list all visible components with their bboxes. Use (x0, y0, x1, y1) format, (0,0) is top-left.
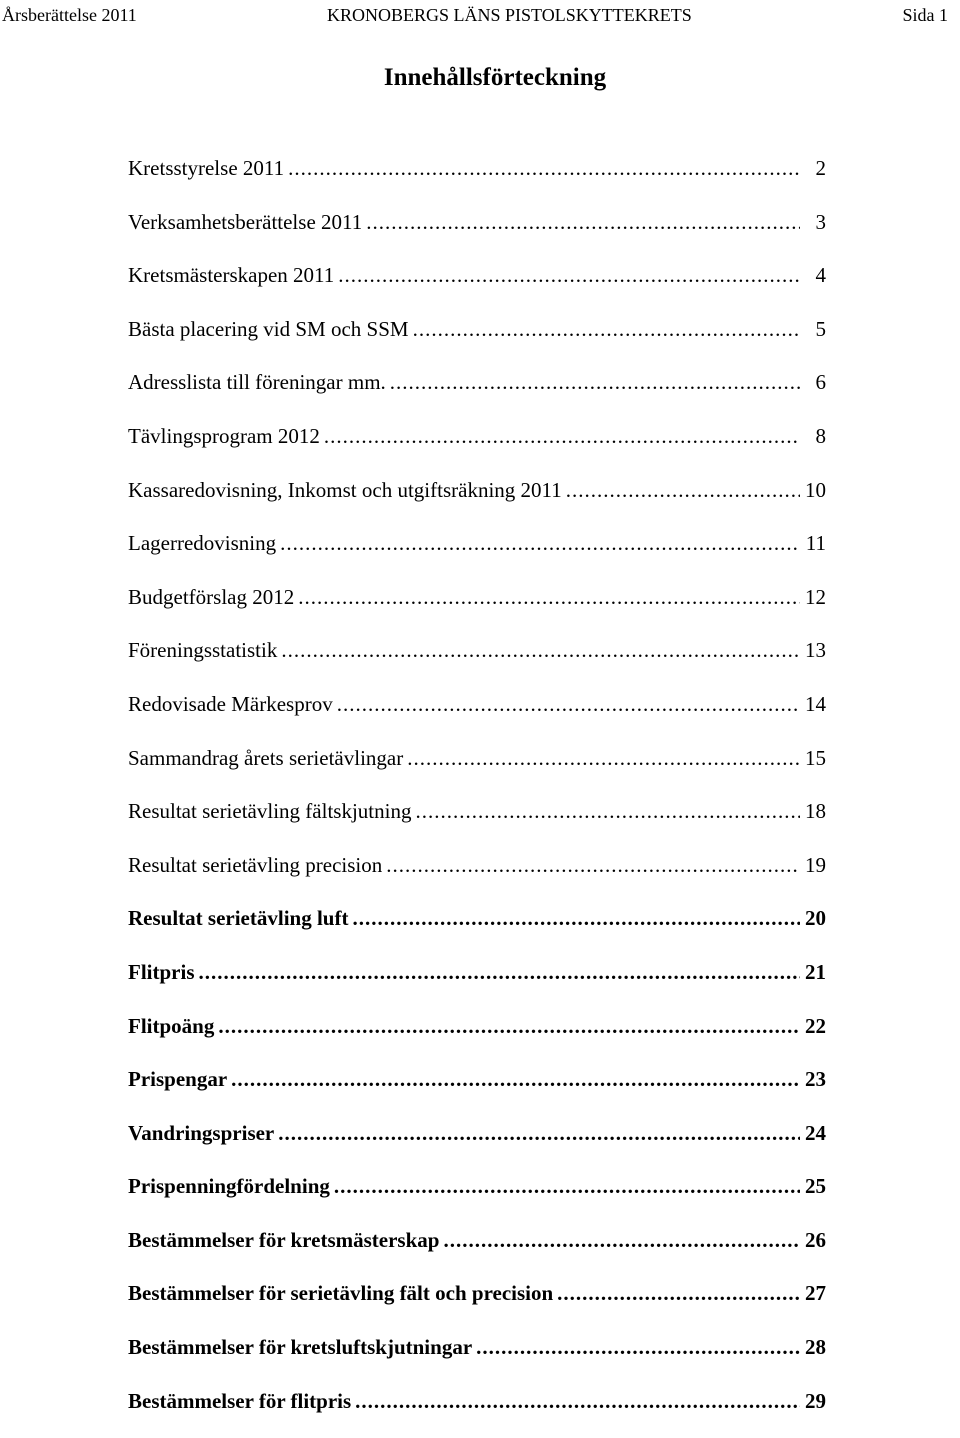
toc-entry[interactable] (128, 474, 826, 528)
header-page-number: Sida 1 (902, 5, 948, 25)
dot-leader (280, 527, 800, 559)
toc-entry-page-number: 2 (815, 156, 826, 180)
toc-entry-title: Resultat serietävling luft (128, 906, 349, 931)
toc-entry[interactable] (128, 420, 826, 474)
toc-entry[interactable] (128, 366, 826, 420)
toc-entry-title: Flitpoäng (128, 1013, 215, 1038)
dot-leader (352, 902, 800, 934)
dot-leader (324, 420, 800, 452)
header-document-name: Årsberättelse 2011 (2, 5, 137, 25)
toc-entry-page-number: 8 (815, 423, 826, 448)
toc-entry-title: Kretsstyrelse 2011 (128, 156, 285, 180)
toc-entry[interactable] (128, 795, 826, 849)
toc-entry-title: Bästa placering vid SM och SSM (128, 316, 409, 341)
table-of-contents (128, 152, 826, 1438)
toc-entry[interactable] (128, 849, 826, 903)
dot-leader (337, 688, 800, 720)
toc-entry-page-number: 21 (805, 959, 826, 984)
toc-entry[interactable] (128, 1010, 826, 1064)
toc-entry-title: Tävlingsprogram 2012 (128, 423, 320, 448)
toc-entry-page-number: 25 (805, 1174, 826, 1199)
toc-entry-page-number: 29 (805, 1388, 826, 1413)
toc-entry[interactable] (128, 688, 826, 742)
toc-entry-page-number: 24 (805, 1120, 826, 1145)
toc-entry-page-number: 4 (815, 263, 826, 288)
dot-leader (288, 152, 800, 184)
dot-leader (231, 1063, 800, 1095)
dot-leader (386, 849, 800, 881)
toc-entry-page-number: 20 (805, 906, 826, 931)
toc-entry-page-number: 14 (805, 691, 826, 716)
header-organization: KRONOBERGS LÄNS PISTOLSKYTTEKRETS (327, 5, 692, 25)
toc-entry-title: Prispenningfördelning (128, 1174, 330, 1199)
toc-entry[interactable] (128, 1224, 826, 1278)
toc-entry[interactable] (128, 1117, 826, 1171)
dot-leader (278, 1117, 800, 1149)
toc-entry-title: Kassaredovisning, Inkomst och utgiftsräkning 2011 (128, 477, 562, 502)
dot-leader (566, 474, 800, 506)
toc-entry-title: Kretsmästerskapen 2011 (128, 263, 335, 288)
toc-entry-page-number: 19 (805, 852, 826, 877)
dot-leader (218, 1010, 800, 1042)
toc-entry[interactable] (128, 956, 826, 1010)
dot-leader (415, 795, 800, 827)
toc-entry[interactable] (128, 1331, 826, 1385)
toc-entry[interactable] (128, 1385, 826, 1438)
toc-entry-page-number: 27 (805, 1281, 826, 1306)
toc-entry-page-number: 28 (805, 1335, 826, 1360)
toc-entry[interactable] (128, 581, 826, 635)
dot-leader (298, 581, 800, 613)
toc-entry[interactable] (128, 259, 826, 313)
dot-leader (334, 1170, 800, 1202)
toc-entry-title: Föreningsstatistik (128, 638, 278, 663)
toc-entry[interactable] (128, 1277, 826, 1331)
toc-entry[interactable] (128, 527, 826, 581)
dot-leader (366, 206, 800, 238)
toc-entry-title: Flitpris (128, 959, 195, 984)
toc-entry-title: Verksamhetsberättelse 2011 (128, 209, 363, 234)
toc-entry-title: Sammandrag årets serietävlingar (128, 745, 404, 770)
toc-entry[interactable] (128, 313, 826, 367)
page-header (0, 2, 960, 28)
toc-entry-page-number: 10 (805, 477, 826, 502)
toc-entry-title: Budgetförslag 2012 (128, 584, 295, 609)
toc-entry-title: Resultat serietävling fältskjutning (128, 799, 412, 824)
toc-entry-title: Vandringspriser (128, 1120, 275, 1145)
toc-entry[interactable] (128, 1170, 826, 1224)
toc-entry-page-number: 23 (805, 1067, 826, 1092)
page-title: Innehållsförteckning (383, 64, 607, 91)
toc-entry[interactable] (128, 206, 826, 260)
toc-entry-title: Bestämmelser för flitpris (128, 1388, 352, 1413)
dot-leader (390, 366, 800, 398)
toc-entry-title: Resultat serietävling precision (128, 852, 383, 877)
toc-entry-page-number: 5 (815, 316, 826, 341)
toc-entry-title: Bestämmelser för serietävling fält och precision (128, 1281, 554, 1306)
toc-entry-title: Redovisade Märkesprov (128, 691, 333, 716)
dot-leader (281, 634, 800, 666)
toc-entry[interactable] (128, 152, 826, 206)
dot-leader (199, 956, 801, 988)
toc-entry-title: Adresslista till föreningar mm. (128, 370, 386, 395)
toc-entry[interactable] (128, 902, 826, 956)
toc-entry[interactable] (128, 1063, 826, 1117)
dot-leader (407, 742, 800, 774)
toc-entry-page-number: 15 (805, 745, 826, 770)
toc-entry-page-number: 3 (815, 209, 826, 234)
toc-entry-page-number: 13 (805, 638, 826, 663)
toc-entry-page-number: 18 (805, 799, 826, 824)
dot-leader (338, 259, 800, 291)
toc-entry[interactable] (128, 634, 826, 688)
toc-entry-title: Lagerredovisning (128, 531, 277, 556)
dot-leader (355, 1385, 800, 1417)
toc-entry-page-number: 26 (805, 1227, 826, 1252)
toc-entry[interactable] (128, 742, 826, 796)
toc-entry-title: Bestämmelser för kretsluftskjutningar (128, 1335, 473, 1360)
toc-entry-page-number: 12 (805, 584, 826, 609)
toc-entry-title: Bestämmelser för kretsmästerskap (128, 1227, 440, 1252)
dot-leader (413, 313, 800, 345)
toc-entry-page-number: 11 (805, 531, 826, 556)
toc-entry-page-number: 22 (805, 1013, 826, 1038)
dot-leader (557, 1277, 800, 1309)
dot-leader (476, 1331, 800, 1363)
toc-entry-title: Prispengar (128, 1067, 228, 1092)
toc-entry-page-number: 6 (815, 370, 826, 395)
dot-leader (443, 1224, 800, 1256)
